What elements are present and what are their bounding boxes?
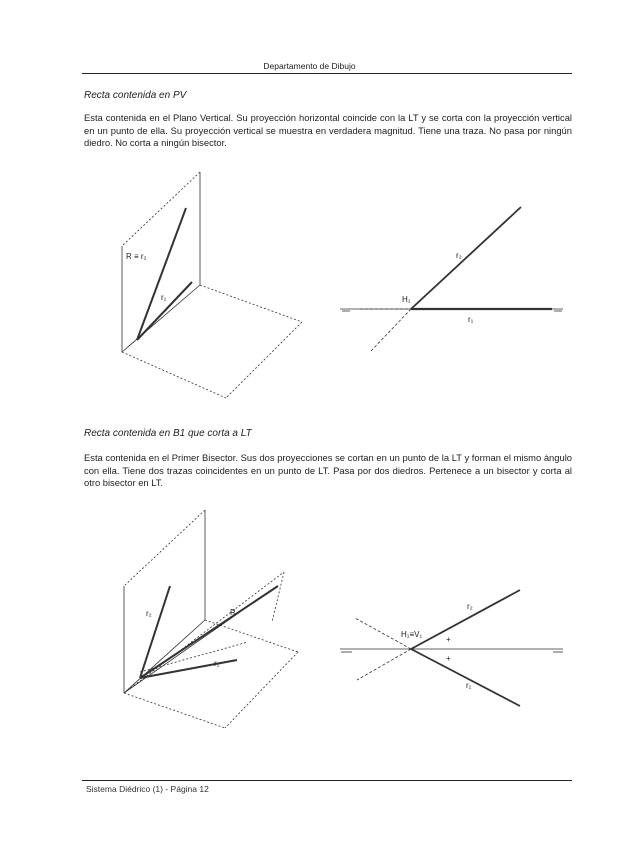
fig2-label-r2: r₂: [146, 609, 152, 618]
figure2-projection: [340, 590, 563, 706]
fig2-bisector-edge-upper: [124, 572, 284, 693]
fig2-horizontal-plane-front-edge: [124, 693, 225, 728]
figure1-perspective: [122, 172, 302, 398]
fig1-label-r-equiv: R ≡ r₂: [126, 252, 147, 261]
fig2-projection-r2-extension: [357, 649, 411, 680]
fig1-label-r2-proj: r₂: [456, 251, 462, 260]
fig1-horizontal-plane-right-edge: [226, 322, 302, 398]
fig2-projection-r1: [411, 649, 520, 706]
fig2-horizontal-plane-right-edge: [225, 652, 298, 728]
fig2-bisector-edge-right: [272, 572, 284, 622]
fig2-projection-r2: [411, 590, 520, 649]
fig1-line-r1: [137, 282, 192, 340]
fig1-projection-r2: [411, 207, 521, 309]
fig1-horizontal-plane-back-edge: [200, 285, 302, 322]
section2-text: Esta contenida en el Primer Bisector. Sus dos proyecciones se cortan en un punto de la LT y forman el mismo ángulo con ella. Tiene dos trazas coincidentes en un punto de LT. Pasa por dos diedros. Pertenece a un bisector y corta al otro bisector en LT.: [84, 452, 572, 488]
figure1-projection: [340, 207, 563, 352]
fig1-projection-r2-extension: [370, 309, 411, 352]
section1-title: Recta contenida en PV: [84, 90, 187, 101]
footer-rule: [82, 780, 572, 781]
section1-text: Esta contenida en el Plano Vertical. Su proyección horizontal coincide con la LT y se corta con la proyección vertical en un punto de ella. Su proyección vertical se muestra en verdadera magnitud. Tiene una traza. No pasa por ningún diedro. No corta a ningún bisector.: [84, 112, 572, 148]
fig2-ground-line: [124, 620, 205, 693]
footer-text: Sistema Diédrico (1) - Página 12: [86, 784, 209, 794]
fig1-horizontal-plane-front-edge: [122, 352, 226, 398]
fig2-vertical-plane-top-edge: [124, 510, 205, 586]
fig2-label-r1: r₁: [214, 659, 220, 668]
fig1-line-r: [137, 208, 186, 340]
fig1-vertical-plane-top-edge: [122, 172, 200, 246]
fig1-label-r1-proj: r₁: [468, 315, 474, 324]
fig2-lt-mark-bottom: +: [446, 654, 451, 663]
figure2-perspective: [124, 510, 298, 728]
fig1-label-h1: H₁: [402, 295, 411, 304]
fig2-label-r2-proj: r₂: [467, 602, 473, 611]
fig2-label-r1-proj: r₁: [466, 681, 472, 690]
section2-title: Recta contenida en B1 que corta a LT: [84, 428, 252, 439]
fig2-label-R: R: [230, 608, 236, 617]
fig2-lt-mark-top: +: [446, 635, 451, 644]
fig1-label-r1: r₁: [161, 293, 167, 302]
fig2-label-hv: H₁≡V₁: [401, 630, 423, 639]
header-title: Departamento de Dibujo: [263, 61, 356, 71]
fig2-bisector-diagonal: [124, 612, 240, 693]
